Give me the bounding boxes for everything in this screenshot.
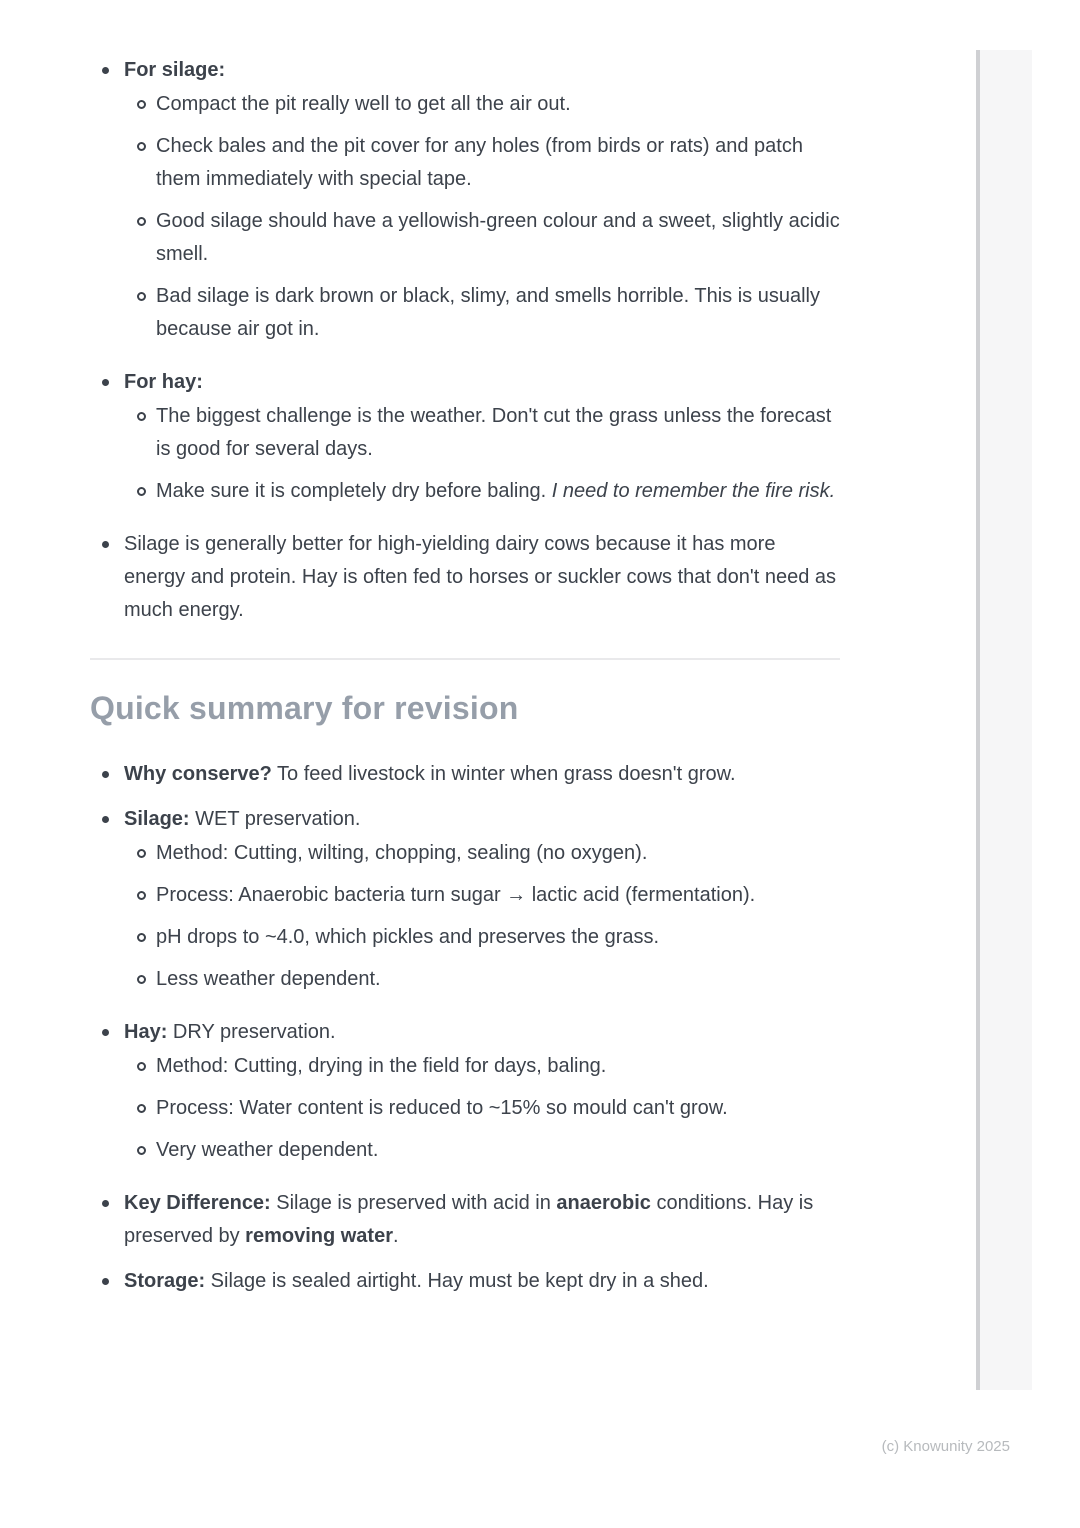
text-segment: Hay: [124, 1021, 168, 1043]
list-item [124, 1092, 840, 1125]
list-item [124, 280, 840, 346]
text-segment: Very weather dependent. [156, 1139, 379, 1161]
text-segment: removing water [245, 1225, 393, 1247]
text-segment: Bad silage is dark brown or black, slimy, and smells horrible. This is usually because air got in. [156, 285, 820, 340]
sub-list [124, 88, 840, 354]
text-segment: Method: Cutting, wilting, chopping, sealing (no oxygen). [156, 842, 648, 864]
section-divider [90, 658, 840, 660]
list-item [90, 803, 840, 1004]
text-segment: conditions. Hay is preserved by [124, 1192, 814, 1247]
text-segment: Why conserve? [124, 763, 272, 785]
list-item [90, 528, 840, 627]
notes-list [90, 54, 840, 627]
sub-list [124, 1050, 840, 1175]
text-segment: Less weather dependent. [156, 968, 381, 990]
list-item [124, 88, 840, 121]
text-segment: . [393, 1225, 399, 1247]
text-segment: To feed livestock in winter when grass doesn't grow. [271, 763, 736, 785]
text-segment: Check bales and the pit cover for any holes (from birds or rats) and patch them immediately with special tape. [156, 135, 803, 190]
list-item [90, 1016, 840, 1175]
text-segment: Silage is preserved with acid in [270, 1192, 557, 1214]
text-segment: Key Difference: [124, 1192, 271, 1214]
text-segment: Silage: [124, 808, 190, 830]
notes-content [90, 54, 840, 1298]
text-segment: Process: Water content is reduced to ~15% so mould can't grow. [156, 1097, 728, 1119]
text-segment: For hay: [124, 371, 203, 393]
text-segment: Make sure it is completely dry before baling. [156, 480, 552, 502]
text-segment: WET preservation. [189, 808, 361, 830]
text-segment: DRY preservation. [167, 1021, 336, 1043]
text-segment: Method: Cutting, drying in the field for days, baling. [156, 1055, 607, 1077]
text-segment: Process: Anaerobic bacteria turn sugar → lactic acid (fermentation). [156, 884, 756, 906]
summary-list [90, 758, 840, 1298]
list-item [124, 205, 840, 271]
text-segment: Compact the pit really well to get all the air out. [156, 93, 571, 115]
sub-list [124, 837, 840, 1004]
list-item [90, 366, 840, 516]
list-item [124, 400, 840, 466]
sub-list [124, 400, 840, 516]
list-item [90, 54, 840, 354]
list-item [124, 1050, 840, 1083]
list-item [90, 1187, 840, 1253]
text-segment: anaerobic [556, 1192, 651, 1214]
text-segment: Silage is sealed airtight. Hay must be kept dry in a shed. [205, 1270, 709, 1292]
list-item [124, 921, 840, 954]
text-segment: I need to remember the fire risk. [551, 480, 836, 502]
list-item [124, 130, 840, 196]
list-item [124, 963, 840, 996]
text-segment: Storage: [124, 1270, 206, 1292]
list-item [90, 758, 840, 791]
text-segment: pH drops to ~4.0, which pickles and preserves the grass. [156, 926, 660, 948]
text-segment: For silage: [124, 59, 226, 81]
section-heading: Quick summary for revision [90, 690, 519, 726]
list-item [124, 1134, 840, 1167]
text-segment: The biggest challenge is the weather. Don't cut the grass unless the forecast is good for several days. [156, 405, 832, 460]
copyright-text: (c) Knowunity 2025 [881, 1438, 1010, 1455]
list-item [90, 1265, 840, 1298]
text-segment: Silage is generally better for high-yielding dairy cows because it has more energy and protein. Hay is often fed to horses or suckler cows that don't need as much energy. [124, 533, 837, 621]
text-segment: Good silage should have a yellowish-green colour and a sweet, slightly acidic smell. [156, 210, 840, 265]
list-item [124, 475, 840, 508]
list-item [124, 879, 840, 912]
next-page-preview[interactable] [976, 50, 1032, 1390]
list-item [124, 837, 840, 870]
